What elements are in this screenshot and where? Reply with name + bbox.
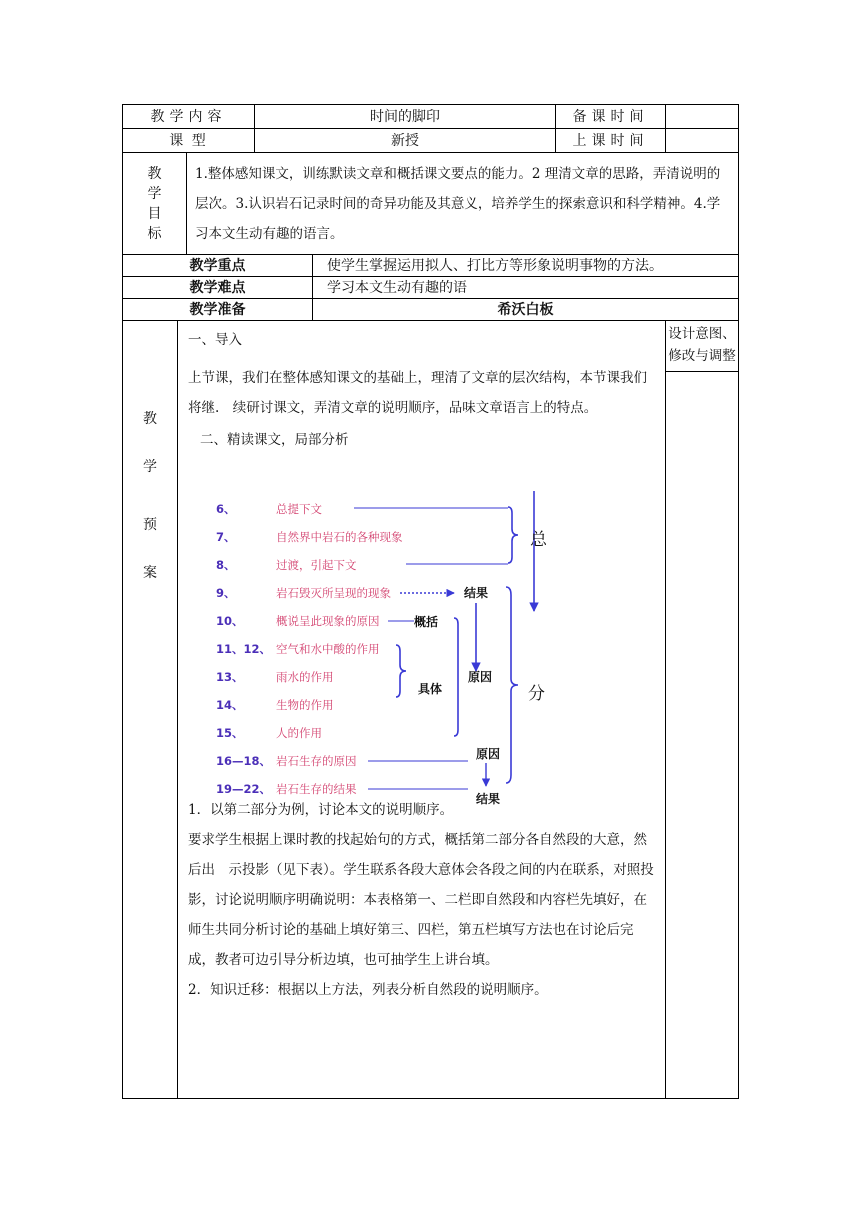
cause-label-1: 原因 — [468, 670, 493, 684]
key-point-row — [123, 255, 739, 277]
intro-text: 上节课，我们在整体感知课文的基础上，理清了文章的层次结构，本节课我们将继. 续研讨课文，弄清文章的说明顺序，品味文章语言上的特点。 — [188, 370, 647, 416]
class-time-label: 上课时间 — [556, 129, 666, 153]
content-label: 教学内容 — [123, 105, 255, 129]
cause-label-2: 原因 — [476, 747, 501, 761]
diagram-row-text: 生物的作用 — [276, 698, 334, 712]
diagram-row-text: 岩石生存的结果 — [276, 782, 357, 796]
difficulty-text: 学习本文生动有趣的语 — [313, 277, 739, 299]
goals-label-char: 标 — [147, 225, 162, 242]
plan-side — [666, 321, 739, 1099]
diagram-row-number: 10、 — [216, 614, 244, 628]
zong-label: 总 — [530, 530, 547, 550]
goals-label-char: 学 — [147, 185, 162, 202]
result-label-2: 结果 — [476, 792, 501, 806]
key-point-text: 使学生掌握运用拟人、打比方等形象说明事物的方法。 — [313, 255, 739, 277]
plan-label-char: 案 — [143, 565, 157, 581]
item1-heading: 1．以第二部分为例，讨论本文的说明顺序。 — [188, 802, 454, 818]
prep-time-value — [666, 105, 739, 129]
difficulty-row — [123, 277, 739, 299]
plan-label-char: 学 — [143, 459, 157, 475]
header-row-type — [123, 129, 739, 153]
concrete-label: 具体 — [418, 682, 443, 696]
structure-diagram — [178, 455, 618, 806]
diagram-labels — [413, 530, 548, 806]
diagram-brace — [454, 618, 458, 736]
preparation-label: 教学准备 — [123, 299, 313, 321]
diagram-brace — [506, 587, 518, 783]
section2-heading: 二、精读课文，局部分析 — [200, 432, 349, 448]
prep-time-label: 备课时间 — [556, 105, 666, 129]
diagram-brace — [396, 645, 406, 697]
diagram-rows — [216, 502, 403, 796]
diagram-row-text: 岩石生存的原因 — [276, 754, 357, 768]
item2-heading: 2．知识迁移：根据以上方法，列表分析自然段的说明顺序。 — [188, 982, 548, 998]
diagram-row-number: 9、 — [216, 586, 236, 600]
goals-label — [123, 153, 187, 255]
diagram-brace — [508, 507, 518, 563]
difficulty-label: 教学难点 — [123, 277, 313, 299]
diagram-row-text: 自然界中岩石的各种现象 — [276, 530, 403, 544]
preparation-text: 希沃白板 — [313, 299, 739, 321]
diagram-row-text: 岩石毁灭所呈现的现象 — [276, 586, 391, 600]
diagram-row-number: 11、12、 — [216, 642, 272, 656]
diagram-row-number: 8、 — [216, 558, 236, 572]
intro-heading: 一、导入 — [188, 332, 242, 348]
plan-label-char: 预 — [143, 517, 157, 533]
diagram-row-number: 19—22、 — [216, 782, 272, 796]
diagram-row-text: 总提下文 — [276, 502, 322, 516]
diagram-row-text: 人的作用 — [276, 726, 322, 740]
class-time-value — [666, 129, 739, 153]
diagram-row-number: 13、 — [216, 670, 244, 684]
type-value: 新授 — [255, 129, 556, 153]
diagram-row-number: 14、 — [216, 698, 244, 712]
preparation-row — [123, 299, 739, 321]
summary-label: 概括 — [414, 615, 439, 629]
plan-label — [123, 321, 178, 1099]
key-point-label: 教学重点 — [123, 255, 313, 277]
diagram-row-text: 雨水的作用 — [276, 670, 334, 684]
diagram-row-text: 过渡，引起下文 — [276, 558, 357, 572]
goals-row — [123, 153, 739, 255]
diagram-row-text: 概说呈此现象的原因 — [276, 614, 380, 628]
content-value: 时间的脚印 — [255, 105, 556, 129]
diagram-row-number: 15、 — [216, 726, 244, 740]
diagram-row-number: 6、 — [216, 502, 236, 516]
lesson-plan-table — [122, 104, 739, 1099]
goals-text: 1.整体感知课文，训练默读文章和概括课文要点的能力。2 理清文章的思路，弄清说明的层次。3.认识岩石记录时间的奇异功能及其意义，培养学生的探索意识和科学精神。4.学习本文生动有趣的语言。 — [187, 153, 739, 255]
result-label-1: 结果 — [464, 586, 489, 600]
goals-label-char: 教 — [147, 165, 162, 182]
type-label: 课 型 — [123, 129, 255, 153]
diagram-row-text: 空气和水中酸的作用 — [276, 642, 380, 656]
fen-label: 分 — [528, 684, 545, 704]
plan-row — [123, 321, 739, 1099]
side-header: 设计意图、修改与调整 — [666, 321, 738, 372]
item1-text: 要求学生根据上课时教的找起始句的方式，概括第二部分各自然段的大意，然后出 示投影（见下表）。学生联系各段大意体会各段之间的内在联系，对照投影，讨论说明顺序明确说明：本表格第一、二栏即自然段和内容栏先填好，在师生共同分析讨论的基础上填好第三、四栏，第五栏填写方法也在讨论后完成，教者可边引导分析边填，也可抽学生上讲台填。 — [188, 832, 654, 968]
plan-main — [178, 321, 666, 1099]
plan-label-char: 教 — [143, 411, 157, 427]
header-row-content — [123, 105, 739, 129]
diagram-row-number: 7、 — [216, 530, 236, 544]
goals-label-char: 目 — [147, 205, 162, 222]
diagram-row-number: 16—18、 — [216, 754, 272, 768]
